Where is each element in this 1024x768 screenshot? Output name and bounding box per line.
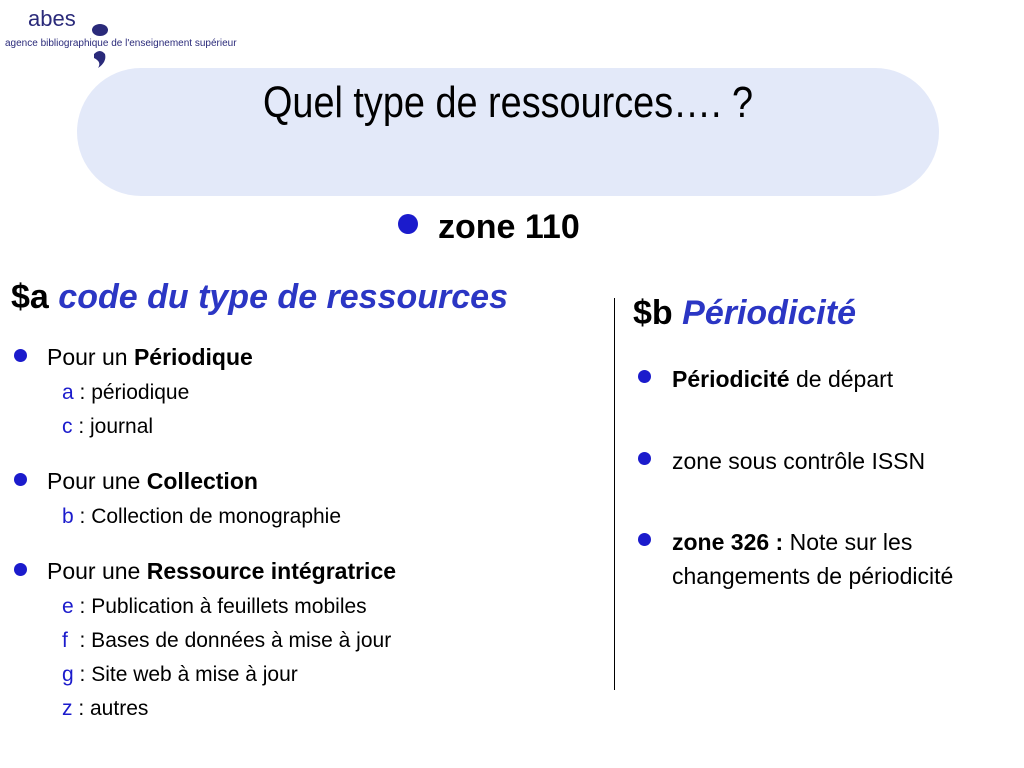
sub-item-text: : Site web à mise à jour — [73, 663, 298, 686]
group-prefix: Pour un — [47, 344, 134, 370]
sub-item-code: z — [62, 697, 73, 720]
sub-item — [62, 595, 367, 619]
sub-item-text: : journal — [72, 415, 154, 438]
bullet-dot-icon — [638, 370, 651, 383]
sub-item — [62, 663, 298, 687]
right-subfield-code: $b — [633, 294, 673, 332]
sub-item-code: g — [62, 663, 74, 686]
page-title: Quel type de ressources…. ? — [262, 78, 754, 127]
bullet-dot-icon — [638, 533, 651, 546]
sub-item-text: : périodique — [73, 381, 190, 404]
right-bullet-text: zone sous contrôle ISSN — [672, 448, 926, 474]
group-bold: Ressource intégratrice — [146, 558, 397, 584]
sub-item — [62, 505, 341, 529]
right-bullet-text: de départ — [789, 366, 894, 392]
bullet-dot-icon — [14, 349, 27, 362]
left-group-collection — [14, 468, 258, 495]
column-divider — [614, 298, 615, 690]
bullet-dot-icon — [398, 214, 418, 234]
right-column-header — [633, 294, 856, 333]
logo-name: abes — [28, 6, 76, 31]
sub-item-code: f — [62, 629, 68, 652]
zone-heading-text: zone 110 — [438, 208, 580, 246]
group-bold: Périodique — [133, 344, 253, 370]
sub-item-text: : autres — [72, 697, 149, 720]
bullet-dot-icon — [14, 473, 27, 486]
left-group-periodique — [14, 344, 253, 371]
sub-item — [62, 629, 391, 653]
sub-item-code: c — [62, 415, 73, 438]
sub-item-text: : Bases de données à mise à jour — [67, 629, 392, 652]
bullet-dot-icon — [638, 452, 651, 465]
group-prefix: Pour une — [47, 558, 147, 584]
bullet-dot-icon — [14, 563, 27, 576]
sub-item — [62, 381, 189, 405]
left-subfield-label: code du type de ressources — [58, 278, 509, 316]
right-bullet-text: Note sur les changements de périodicité — [672, 529, 954, 589]
logo-subtitle: agence bibliographique de l'enseignement supérieur — [5, 38, 237, 49]
sub-item — [62, 415, 153, 439]
sub-item-text: : Collection de monographie — [73, 505, 342, 528]
left-column-header — [11, 278, 508, 317]
left-subfield-code: $a — [11, 278, 49, 316]
left-group-ressource-integratrice — [14, 558, 396, 585]
sub-item-code: b — [62, 505, 74, 528]
group-bold: Collection — [146, 468, 258, 494]
sub-item-text: : Publication à feuillets mobiles — [73, 595, 367, 618]
group-prefix: Pour une — [47, 468, 147, 494]
sub-item — [62, 697, 148, 721]
right-subfield-label: Périodicité — [682, 294, 856, 332]
sub-item-code: a — [62, 381, 74, 404]
zone-heading — [398, 208, 580, 247]
right-bullet-bold: Périodicité — [672, 366, 790, 392]
sub-item-code: e — [62, 595, 74, 618]
right-bullet-bold: zone 326 : — [672, 529, 790, 555]
